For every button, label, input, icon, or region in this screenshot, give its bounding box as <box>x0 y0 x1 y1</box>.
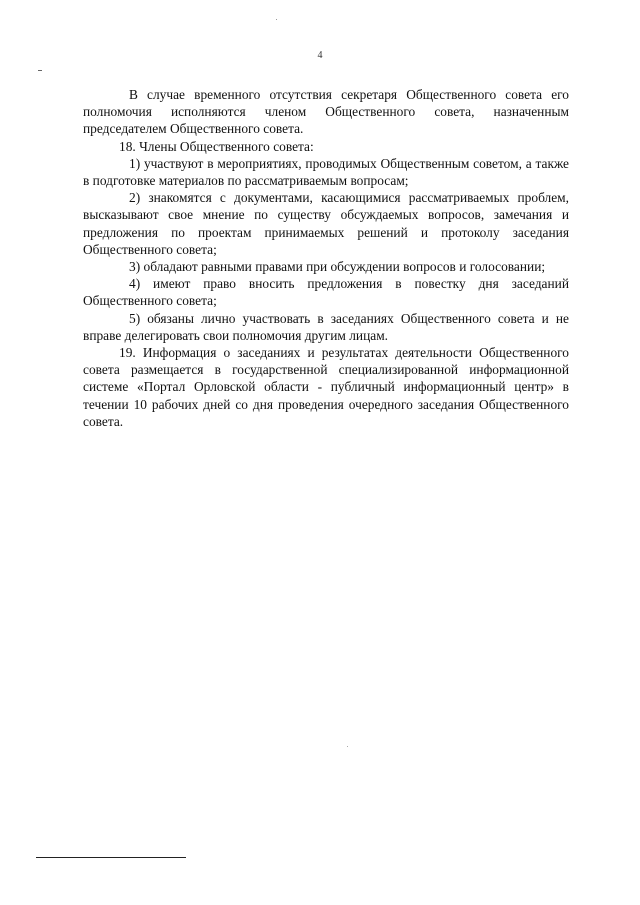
paragraph-item-3: 3) обладают равными правами при обсуждении вопросов и голосовании; <box>129 259 546 275</box>
scan-artifact-mark <box>38 70 42 71</box>
scan-artifact-dot <box>276 19 277 20</box>
paragraph-section-19: 19. Информация о заседаниях и результатах деятельности Общественного совета размещается в государственной специализированной информационной системе «Портал Орловской области - публичный информационный центр» в течении 10 рабочих дней со дня проведения очередного заседания Общественного совета. <box>83 345 569 429</box>
page-number: 4 <box>317 50 323 61</box>
paragraph-item-1: 1) участвуют в мероприятиях, проводимых Общественным советом, а также в подготовке материалов по рассматриваемым вопросам; <box>83 155 569 189</box>
footnote-divider <box>36 857 186 858</box>
paragraph-item-2: 2) знакомятся с документами, касающимися рассматриваемых проблем, высказывают свое мнение по существу обсуждаемых вопросов, замечания и предложения по проектам принимаемых решений и протоколу заседания Общественного совета; <box>83 190 569 257</box>
paragraph-item-5: 5) обязаны лично участвовать в заседаниях Общественного совета и не вправе делегировать свои полномочия другим лицам. <box>83 310 569 343</box>
paragraph-item-4: 4) имеют право вносить предложения в повестку дня заседаний Общественного совета; <box>83 276 569 309</box>
paragraph-section-18-heading: 18. Члены Общественного совета: <box>119 138 314 154</box>
paragraph-secretary-absence: В случае временного отсутствия секретаря Общественного совета его полномочия исполняются членом Общественного совета, назначенным председателем Общественного совета. <box>83 87 569 137</box>
document-body <box>83 86 569 430</box>
scan-artifact-dot <box>347 746 348 747</box>
